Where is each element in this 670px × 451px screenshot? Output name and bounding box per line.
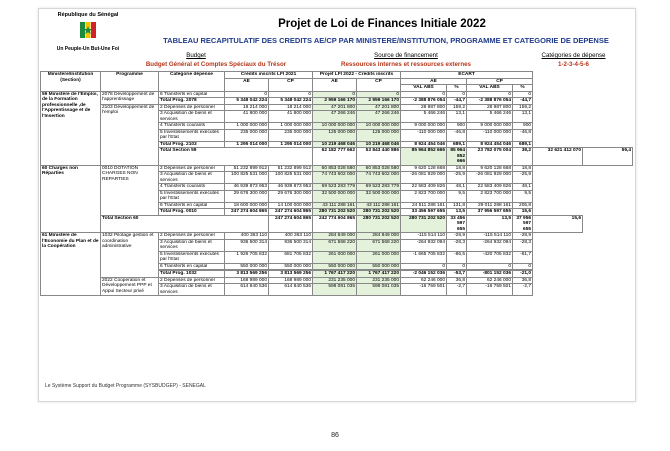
lfi-cp-cell: 400 363 110 xyxy=(269,233,313,240)
col-ecart-ae: AE xyxy=(401,78,467,85)
coat-of-arms-icon xyxy=(78,20,98,40)
plfi-ae-cell: 284 849 000 xyxy=(313,233,357,240)
lfi-cp-cell: 550 000 000 xyxy=(269,263,313,270)
ecart-ae-pct-cell: -28,3 xyxy=(447,239,467,251)
ecart-ae-valabs-cell: -2 388 876 054 xyxy=(401,98,447,105)
col-lfi-cp: CP xyxy=(269,78,313,91)
lfi-cp-cell: 53 843 440 886 xyxy=(357,148,401,166)
country-name: République du Sénégal xyxy=(57,12,119,18)
lfi-cp-cell: 100 825 531 000 xyxy=(269,172,313,184)
lfi-cp-cell: 3 813 569 256 xyxy=(269,271,313,278)
plfi-cp-cell: 69 523 283 779 xyxy=(357,184,401,191)
ecart-cp-pct-cell: 9,5 xyxy=(513,190,533,202)
plfi-cp-cell: 60 853 028 580 xyxy=(357,165,401,172)
ecart-ae-valabs-cell: -1 665 705 832 xyxy=(401,251,447,263)
document-page xyxy=(38,8,636,402)
lfi-ae-cell: 100 825 531 000 xyxy=(225,172,269,184)
ecart-ae-pct-cell: 18,8 xyxy=(447,165,467,172)
ecart-ae-pct-cell: 9,5 xyxy=(447,190,467,202)
col-lfi2021: Crédits inscrits LFI 2021 xyxy=(225,72,313,79)
ministere-cell: 60 Charges non Réparties xyxy=(41,165,101,233)
ecart-ae-valabs-cell: -16 759 501 xyxy=(401,284,447,296)
plfi-cp-cell: 261 000 000 xyxy=(357,251,401,263)
col-plfi-cp: CP xyxy=(357,78,401,91)
lfi-ae-cell: 18 600 000 000 xyxy=(225,202,269,209)
ecart-ae-valabs-cell: 23 782 075 004 xyxy=(467,148,513,166)
plfi-cp-cell: 0 xyxy=(357,91,401,98)
ecart-ae-pct-cell: 131,8 xyxy=(447,202,467,209)
categories-value: 1-2-3-4-5-6 xyxy=(558,61,589,68)
ecart-ae-pct-cell: 13,1 xyxy=(447,111,467,123)
ecart-cp-pct-cell: -25,9 xyxy=(513,172,533,184)
page-number: 86 xyxy=(331,432,339,439)
ecart-cp-valabs-cell: 0 xyxy=(467,91,513,98)
plfi-cp-cell: 1 767 417 220 xyxy=(357,271,401,278)
ecart-ae-valabs-cell: 0 xyxy=(401,263,447,270)
program-total-label: Total Prog. 2078 xyxy=(159,98,225,105)
col-ministere: Ministère/Institution (Section) xyxy=(41,72,101,92)
ecart-ae-valabs-cell: 9 000 000 000 xyxy=(401,123,447,130)
ecart-cp-pct-cell: 48,1 xyxy=(513,184,533,191)
lfi-cp-cell: 235 000 000 xyxy=(269,129,313,141)
ecart-ae-pct-cell: -86,5 xyxy=(447,251,467,263)
categorie-cell: 2 Dépenses de personnel xyxy=(159,104,225,111)
lfi-cp-cell: 614 840 536 xyxy=(269,284,313,296)
plfi-ae-cell: 47 266 246 xyxy=(313,111,357,123)
ecart-ae-valabs-cell: 33 456 597 655 xyxy=(401,209,447,216)
section-total-row xyxy=(41,215,633,233)
ministere-cell: 59 Ministère de l'Emploi, de la Formation professionnelle ,de l'Apprentissage et de l'Insertion xyxy=(41,91,101,165)
categorie-cell: 2 Dépenses de personnel xyxy=(159,233,225,240)
ecart-cp-valabs-cell: 37 956 597 655 xyxy=(513,215,533,233)
ecart-cp-valabs-cell: -16 759 501 xyxy=(467,284,513,296)
plfi-cp-cell: 671 568 220 xyxy=(357,239,401,251)
ecart-cp-valabs-cell: -26 081 929 000 xyxy=(467,172,513,184)
ecart-cp-pct-cell: 18,8 xyxy=(513,165,533,172)
ecart-cp-pct-cell: -2,7 xyxy=(513,284,533,296)
document-subtitle: TABLEAU RECAPITULATIF DES CREDITS AE/CP PAR MINISTERE/INSTITUTION, PROGRAMME ET CATEGORIE DE DEPENSE xyxy=(163,36,609,45)
ecart-cp-pct-cell: 159,2 xyxy=(513,104,533,111)
plfi-ae-cell: 0 xyxy=(313,91,357,98)
plfi-ae-cell: 74 743 602 000 xyxy=(313,172,357,184)
lfi-ae-cell: 614 840 536 xyxy=(225,284,269,296)
categorie-cell: 5 Investissements exécutés par l'Etat xyxy=(159,190,225,202)
ecart-cp-valabs-cell: 9 620 128 668 xyxy=(467,165,513,172)
lfi-cp-cell: 0 xyxy=(269,91,313,98)
ecart-ae-valabs-cell: 8 924 454 046 xyxy=(401,141,447,148)
ecart-ae-valabs-cell: 22 583 409 826 xyxy=(401,184,447,191)
plfi-ae-cell: 85 964 852 666 xyxy=(401,148,447,166)
lfi-ae-cell: 3 813 569 256 xyxy=(225,271,269,278)
lfi-cp-cell: 1 000 000 000 xyxy=(269,123,313,130)
ecart-cp-valabs-cell: 8 924 454 046 xyxy=(467,141,513,148)
ecart-cp-valabs-cell: 22 583 409 826 xyxy=(467,184,513,191)
lfi-ae-cell: 46 939 873 953 xyxy=(225,184,269,191)
plfi-cp-cell: 32 500 000 000 xyxy=(357,190,401,202)
plfi-ae-cell: 231 235 000 xyxy=(313,277,357,284)
table-row xyxy=(41,165,633,172)
plfi-cp-cell: 280 731 202 520 xyxy=(401,215,447,233)
plfi-cp-cell: 47 201 800 xyxy=(357,104,401,111)
ecart-ae-pct-cell: -25,9 xyxy=(447,172,467,184)
ecart-cp-pct-cell: -61,7 xyxy=(513,251,533,263)
plfi-cp-cell: 10 219 468 046 xyxy=(357,141,401,148)
lfi-ae-cell: 1 295 014 000 xyxy=(225,141,269,148)
programme-cell: 2022 Coopération et Développement PPP et Appui Secteur privé xyxy=(101,277,159,296)
lfi-ae-cell: 1 000 000 000 xyxy=(225,123,269,130)
lfi-cp-cell: 168 989 000 xyxy=(269,277,313,284)
ecart-ae-valabs-cell: -110 000 000 xyxy=(401,129,447,141)
national-motto: Un Peuple-Un But-Une Foi xyxy=(56,46,120,52)
lfi-ae-cell: 51 232 899 912 xyxy=(225,165,269,172)
plfi-ae-cell: 47 201 800 xyxy=(313,104,357,111)
ecart-ae-pct-cell: 0 xyxy=(447,91,467,98)
plfi-cp-cell: 280 731 202 520 xyxy=(357,209,401,216)
ecart-ae-pct-cell: 159,2 xyxy=(447,104,467,111)
plfi-ae-cell: 598 081 035 xyxy=(313,284,357,296)
ecart-ae-pct-cell: -46,8 xyxy=(447,129,467,141)
source-label: Source de financement xyxy=(374,52,438,59)
table-row xyxy=(41,277,633,284)
lfi-cp-cell: 29 676 300 000 xyxy=(269,190,313,202)
plfi-ae-cell: 10 000 000 000 xyxy=(313,123,357,130)
plfi-cp-cell: 85 964 852 666 xyxy=(447,148,467,166)
ecart-cp-valabs-cell: 62 246 000 xyxy=(467,277,513,284)
document-title: Projet de Loi de Finances Initiale 2022 xyxy=(278,18,486,30)
ecart-ae-pct-cell: 38,2 xyxy=(513,148,533,166)
table-row xyxy=(41,233,633,240)
lfi-cp-cell: 51 232 899 912 xyxy=(269,165,313,172)
table-row xyxy=(41,104,633,111)
plfi-ae-cell: 60 853 028 580 xyxy=(313,165,357,172)
ecart-cp-valabs-cell: -115 514 110 xyxy=(467,233,513,240)
ecart-ae-pct-cell: 48,1 xyxy=(447,184,467,191)
lfi-ae-cell: 0 xyxy=(225,91,269,98)
plfi-ae-cell: 1 767 417 220 xyxy=(313,271,357,278)
lfi-cp-cell: 41 800 000 xyxy=(269,111,313,123)
categorie-cell: 6 Transferts en capital xyxy=(159,202,225,209)
ecart-cp-pct-cell: 15,6 xyxy=(513,209,533,216)
ecart-cp-valabs-cell: -801 152 036 xyxy=(467,271,513,278)
budget-label: Budget xyxy=(186,52,206,59)
ecart-cp-pct-cell: 13,1 xyxy=(513,111,533,123)
lfi-cp-cell: 14 100 000 000 xyxy=(269,202,313,209)
categorie-cell: 5 Investissements exécutés par l'Etat xyxy=(159,251,225,263)
categorie-cell: 6 Transferts en capital xyxy=(159,91,225,98)
ecart-ae-pct-cell: -44,7 xyxy=(447,98,467,105)
ecart-ae-pct-cell: -28,9 xyxy=(447,233,467,240)
ecart-cp-pct-cell: 0 xyxy=(513,91,533,98)
lfi-ae-cell: 247 274 604 865 xyxy=(225,209,269,216)
col-plfi2022: Projet LFI 2022 - Crédits inscrits xyxy=(313,72,401,79)
categorie-cell: 2 Dépenses de personnel xyxy=(159,277,225,284)
lfi-ae-cell: 1 926 705 832 xyxy=(225,251,269,263)
categorie-cell: 5 Investissements exécutés par l'Etat xyxy=(159,129,225,141)
programme-cell: 2078 Développement de l'apprentissage xyxy=(101,91,159,104)
lfi-ae-cell: 41 800 000 xyxy=(225,111,269,123)
ecart-ae-valabs-cell: -2 046 152 036 xyxy=(401,271,447,278)
ecart-ae-pct-cell: 36,8 xyxy=(447,277,467,284)
ecart-cp-valabs-cell: 5 466 246 xyxy=(467,111,513,123)
col-ae-pct: % xyxy=(447,85,467,92)
col-cp-pct: % xyxy=(513,85,533,92)
categories-label: Catégories de dépense xyxy=(541,52,606,59)
lfi-cp-cell: 5 348 042 224 xyxy=(269,98,313,105)
programme-cell: 0010 DOTATION CHARGES NON REPARTIES xyxy=(101,165,159,215)
plfi-ae-cell: 32 500 000 000 xyxy=(313,190,357,202)
lfi-cp-cell: 18 214 000 xyxy=(269,104,313,111)
ecart-cp-pct-cell: -44,7 xyxy=(513,98,533,105)
ecart-ae-pct-cell: -53,7 xyxy=(447,271,467,278)
lfi-ae-cell: 29 676 300 000 xyxy=(225,190,269,202)
ecart-ae-valabs-cell: 62 246 000 xyxy=(401,277,447,284)
plfi-ae-cell: 261 000 000 xyxy=(313,251,357,263)
plfi-cp-cell: 10 000 000 000 xyxy=(357,123,401,130)
ecart-cp-pct-cell: -28,3 xyxy=(513,239,533,251)
ecart-ae-pct-cell: 689,1 xyxy=(447,141,467,148)
lfi-cp-cell: 247 274 604 865 xyxy=(269,209,313,216)
plfi-ae-cell: 550 000 000 xyxy=(313,263,357,270)
plfi-cp-cell: 125 000 000 xyxy=(357,129,401,141)
ecart-cp-pct-cell: -28,9 xyxy=(513,233,533,240)
ecart-ae-pct-cell: -2,7 xyxy=(447,284,467,296)
lfi-ae-cell: 235 000 000 xyxy=(225,129,269,141)
col-ecart: ECART xyxy=(401,72,533,79)
plfi-cp-cell: 598 081 035 xyxy=(357,284,401,296)
ecart-ae-valabs-cell: 5 466 246 xyxy=(401,111,447,123)
ecart-ae-pct-cell: 0 xyxy=(447,263,467,270)
plfi-ae-cell: 280 731 202 520 xyxy=(313,209,357,216)
ecart-ae-valabs-cell: 33 456 597 655 xyxy=(447,215,467,233)
source-value: Ressources internes et ressources externes xyxy=(340,61,471,68)
col-lfi-ae: AE xyxy=(225,78,269,91)
ecart-cp-pct-cell: 0 xyxy=(513,263,533,270)
plfi-cp-cell: 2 959 166 170 xyxy=(357,98,401,105)
ecart-ae-valabs-cell: 9 620 128 668 xyxy=(401,165,447,172)
plfi-cp-cell: 74 743 602 000 xyxy=(357,172,401,184)
header-seal-block xyxy=(43,12,133,52)
ecart-cp-valabs-cell: 0 xyxy=(467,263,513,270)
footer-note: Le Système Support du Budget Programme (SYSBUDGEP) - SENEGAL xyxy=(45,383,206,389)
categorie-cell: 3 Acquisition de biens et services xyxy=(159,284,225,296)
plfi-ae-cell: 69 523 283 779 xyxy=(313,184,357,191)
plfi-cp-cell: 284 849 000 xyxy=(357,233,401,240)
credits-table xyxy=(40,71,633,296)
program-total-label: Total Prog. 0010 xyxy=(159,209,225,216)
ecart-cp-valabs-cell: 9 000 000 000 xyxy=(467,123,513,130)
categorie-cell: 3 Acquisition de biens et services xyxy=(159,172,225,184)
col-plfi-ae: AE xyxy=(313,78,357,91)
table-body xyxy=(41,91,633,296)
budget-value: Budget Général et Comptes Spéciaux du Trésor xyxy=(145,61,287,68)
lfi-ae-cell: 62 182 777 662 xyxy=(313,148,357,166)
col-programme: Programme xyxy=(101,72,159,92)
ecart-ae-valabs-cell: 28 987 800 xyxy=(401,104,447,111)
categorie-cell: 4 Transferts courants xyxy=(159,123,225,130)
lfi-cp-cell: 242 774 604 865 xyxy=(313,215,357,233)
lfi-cp-cell: 46 939 873 953 xyxy=(269,184,313,191)
programme-cell: 1032 Pilotage gestion et coordination administrative xyxy=(101,233,159,278)
ecart-cp-pct-cell: 900 xyxy=(513,123,533,130)
ecart-ae-valabs-cell: 2 823 700 000 xyxy=(401,190,447,202)
categorie-cell: 3 Acquisition de biens et services xyxy=(159,239,225,251)
ecart-ae-valabs-cell: 0 xyxy=(401,91,447,98)
section-total-label: Total Section 59 xyxy=(159,148,313,166)
lfi-cp-cell: 681 705 832 xyxy=(269,251,313,263)
col-cp-valabs: VAL ABS xyxy=(467,85,513,92)
program-total-label: Total Prog. 1032 xyxy=(159,271,225,278)
col-categorie: Catégorie dépense xyxy=(159,72,225,92)
lfi-ae-cell: 936 500 314 xyxy=(225,239,269,251)
lfi-ae-cell: 247 274 604 865 xyxy=(269,215,313,233)
categorie-cell: 6 Transferts en capital xyxy=(159,263,225,270)
ecart-cp-valabs-cell: 37 956 597 655 xyxy=(467,209,513,216)
ecart-cp-valabs-cell: -2 388 876 054 xyxy=(467,98,513,105)
lfi-ae-cell: 5 348 042 224 xyxy=(225,98,269,105)
ecart-cp-pct-cell: 15,6 xyxy=(533,215,583,233)
col-ecart-cp: CP xyxy=(467,78,533,85)
ecart-cp-pct-cell: 36,8 xyxy=(513,277,533,284)
ecart-ae-valabs-cell: -264 932 094 xyxy=(401,239,447,251)
plfi-cp-cell: 47 266 246 xyxy=(357,111,401,123)
lfi-cp-cell: 1 295 014 000 xyxy=(269,141,313,148)
lfi-cp-cell: 936 500 314 xyxy=(269,239,313,251)
lfi-ae-cell: 18 214 000 xyxy=(225,104,269,111)
ecart-ae-valabs-cell: -115 514 110 xyxy=(401,233,447,240)
lfi-ae-cell: 550 000 000 xyxy=(225,263,269,270)
col-ae-valabs: VAL ABS xyxy=(401,85,447,92)
ecart-cp-pct-cell: 205,8 xyxy=(513,202,533,209)
ecart-ae-pct-cell: 13,5 xyxy=(447,209,467,216)
ecart-cp-valabs-cell: -420 705 832 xyxy=(467,251,513,263)
plfi-ae-cell: 43 111 288 161 xyxy=(313,202,357,209)
ecart-cp-valabs-cell: 29 011 288 161 xyxy=(467,202,513,209)
ecart-cp-pct-cell: 689,1 xyxy=(513,141,533,148)
ecart-ae-valabs-cell: 24 511 288 161 xyxy=(401,202,447,209)
categorie-cell: 3 Acquisition de biens et services xyxy=(159,111,225,123)
plfi-ae-cell: 671 568 220 xyxy=(313,239,357,251)
plfi-cp-cell: 43 111 288 161 xyxy=(357,202,401,209)
categorie-cell: 2 Dépenses de personnel xyxy=(159,165,225,172)
ecart-cp-pct-cell: 59,4 xyxy=(583,148,633,166)
plfi-ae-cell: 10 219 468 046 xyxy=(313,141,357,148)
ecart-cp-valabs-cell: -264 932 094 xyxy=(467,239,513,251)
ecart-cp-pct-cell: -46,8 xyxy=(513,129,533,141)
ecart-cp-valabs-cell: 32 621 412 070 xyxy=(533,148,583,166)
plfi-ae-cell: 2 959 166 170 xyxy=(313,98,357,105)
plfi-ae-cell: 125 000 000 xyxy=(313,129,357,141)
section-total-label: Total Section 60 xyxy=(101,215,269,233)
lfi-ae-cell: 400 363 110 xyxy=(225,233,269,240)
table-header xyxy=(41,72,633,92)
plfi-cp-cell: 231 235 000 xyxy=(357,277,401,284)
ecart-ae-pct-cell: 900 xyxy=(447,123,467,130)
ecart-cp-valabs-cell: 28 987 800 xyxy=(467,104,513,111)
ecart-cp-valabs-cell: -110 000 000 xyxy=(467,129,513,141)
ministere-cell: 61 Ministère de l'Economie du Plan et de la Coopération xyxy=(41,233,101,296)
ecart-ae-valabs-cell: -26 081 929 000 xyxy=(401,172,447,184)
program-total-label: Total Prog. 2103 xyxy=(159,141,225,148)
lfi-ae-cell: 168 989 000 xyxy=(225,277,269,284)
plfi-cp-cell: 550 000 000 xyxy=(357,263,401,270)
ecart-ae-pct-cell: 13,5 xyxy=(467,215,513,233)
categorie-cell: 4 Transferts courants xyxy=(159,184,225,191)
plfi-ae-cell: 280 731 202 520 xyxy=(357,215,401,233)
ecart-cp-pct-cell: -21,0 xyxy=(513,271,533,278)
ecart-cp-valabs-cell: 2 823 700 000 xyxy=(467,190,513,202)
programme-cell: 2103 Développement de l'emploi xyxy=(101,104,159,165)
